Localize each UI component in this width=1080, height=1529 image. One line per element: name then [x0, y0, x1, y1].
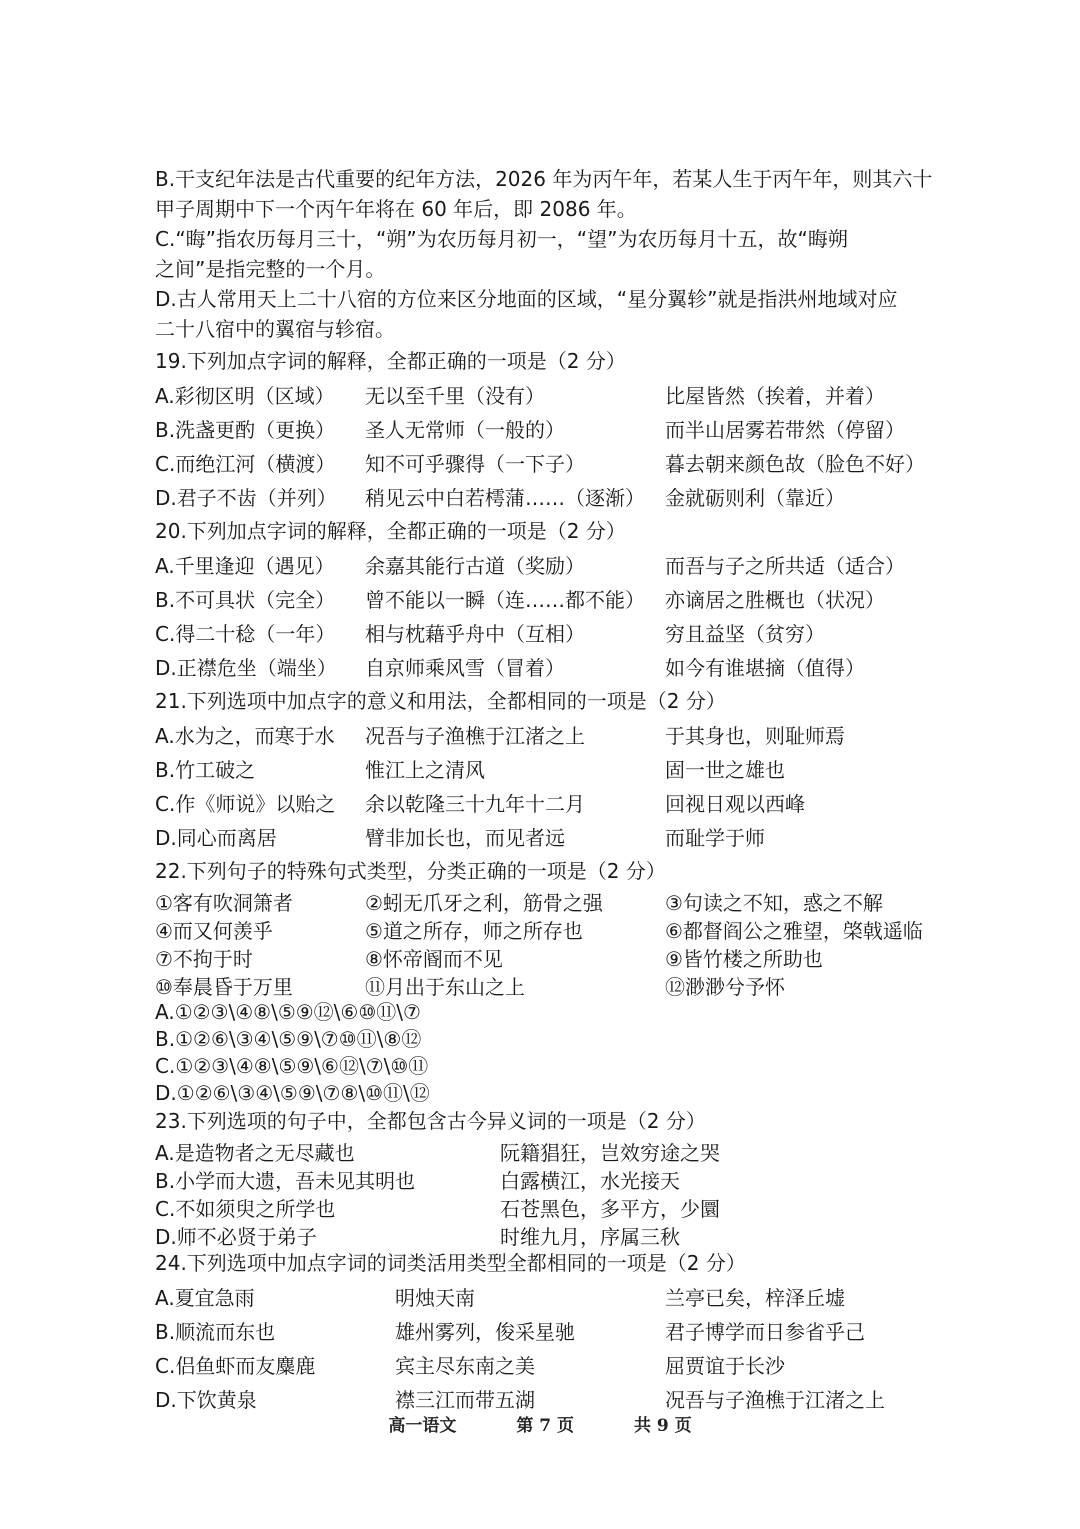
q20-b-item2: 曾不能以一瞬（连……都不能）: [365, 587, 645, 612]
q22-sentence-1: ①客有吹洞箫者: [155, 890, 293, 915]
question-24-stem: 24.下列选项中加点字词的词类活用类型全都相同的一项是（2 分）: [155, 1251, 746, 1275]
q24-a-item2: 明烛天南: [395, 1285, 475, 1310]
prev-option-b-line2: 甲子周期中下一个丙午年将在 60 年后，即 2086 年。: [155, 197, 637, 221]
prev-option-c-line2: 之间”是指完整的一个月。: [155, 257, 386, 281]
q20-d-item1: D.正襟危坐（端坐）: [155, 655, 337, 680]
q22-answer-c: C.①②③\④⑧\⑤⑨\⑥⑫\⑦\⑩⑪: [155, 1054, 429, 1078]
q23-option-b: [155, 1165, 945, 1193]
q19-d-item1: D.君子不齿（并列）: [155, 485, 337, 510]
q23-a-item1: A.是造物者之无尽藏也: [155, 1140, 355, 1165]
q24-d-item2: 襟三江而带五湖: [395, 1387, 535, 1412]
q24-d-item3: 况吾与子渔樵于江渚之上: [665, 1387, 885, 1412]
q22-sentence-5: ⑤道之所存，师之所存也: [365, 918, 583, 943]
q21-option-d: [155, 819, 945, 853]
q22-sentence-row-1: [155, 887, 945, 915]
q24-option-c: [155, 1347, 945, 1381]
q22-answer-d: D.①②⑥\③④\⑤⑨\⑦⑧\⑩⑪\⑫: [155, 1081, 430, 1105]
q20-c-item1: C.得二十稔（一年）: [155, 621, 336, 646]
q19-b-item3: 而半山居雾若带然（停留）: [665, 417, 905, 442]
q20-option-d: [155, 649, 945, 683]
q19-c-item1: C.而绝江河（横渡）: [155, 451, 336, 476]
question-19-stem: 19.下列加点字词的解释，全都正确的一项是（2 分）: [155, 349, 626, 373]
q20-a-item3: 而吾与子之所共适（适合）: [665, 553, 905, 578]
q24-c-item3: 屈贾谊于长沙: [665, 1353, 785, 1378]
q23-b-item1: B.小学而大遗，吾未见其明也: [155, 1168, 416, 1193]
q19-d-item2: 稍见云中白若樗蒲……（逐渐）: [365, 485, 645, 510]
q23-option-c: [155, 1193, 945, 1221]
q22-sentence-row-2: [155, 915, 945, 943]
q21-c-item3: 回视日观以西峰: [665, 791, 805, 816]
q23-d-item1: D.师不必贤于弟子: [155, 1224, 317, 1249]
q21-d-item2: 臂非加长也，而见者远: [365, 825, 565, 850]
q22-sentence-12: ⑫渺渺兮予怀: [665, 974, 785, 999]
q22-answer-a: A.①②③\④⑧\⑤⑨⑫\⑥⑩⑪\⑦: [155, 1000, 421, 1024]
q22-sentence-7: ⑦不拘于时: [155, 946, 253, 971]
q20-a-item1: A.千里逢迎（遇见）: [155, 553, 335, 578]
q24-a-item1: A.夏宜急雨: [155, 1285, 255, 1310]
q19-a-item2: 无以至千里（没有）: [365, 383, 545, 408]
q21-option-b: [155, 751, 945, 785]
q21-option-a: [155, 717, 945, 751]
q22-sentence-4: ④而又何羡乎: [155, 918, 273, 943]
q22-sentence-11: ⑪月出于东山之上: [365, 974, 525, 999]
q20-d-item3: 如今有谁堪摘（值得）: [665, 655, 865, 680]
footer-page-number: 第 7 页: [516, 1416, 574, 1436]
q21-option-c: [155, 785, 945, 819]
q22-sentence-9: ⑨皆竹楼之所助也: [665, 946, 823, 971]
q23-option-a: [155, 1137, 945, 1165]
q19-b-item1: B.洗盏更酌（更换）: [155, 417, 336, 442]
q23-d-item2: 时维九月，序属三秋: [500, 1224, 680, 1249]
q19-c-item3: 暮去朝来颜色故（脸色不好）: [665, 451, 925, 476]
q24-a-item3: 兰亭已矣，梓泽丘墟: [665, 1285, 845, 1310]
q21-b-item3: 固一世之雄也: [665, 757, 785, 782]
q20-c-item2: 相与枕藉乎舟中（互相）: [365, 621, 585, 646]
question-20-stem: 20.下列加点字词的解释，全都正确的一项是（2 分）: [155, 519, 626, 543]
q20-b-item1: B.不可具状（完全）: [155, 587, 336, 612]
q24-option-a: [155, 1279, 945, 1313]
q19-a-item1: A.彩彻区明（区域）: [155, 383, 335, 408]
question-22-stem: 22.下列句子的特殊句式类型，分类正确的一项是（2 分）: [155, 859, 666, 883]
q22-answer-b: B.①②⑥\③④\⑤⑨\⑦⑩⑪\⑧⑫: [155, 1027, 422, 1051]
q23-c-item1: C.不如须臾之所学也: [155, 1196, 336, 1221]
q21-d-item3: 而耻学于师: [665, 825, 765, 850]
q21-c-item2: 余以乾隆三十九年十二月: [365, 791, 585, 816]
q22-sentence-row-4: [155, 971, 945, 999]
q24-c-item2: 宾主尽东南之美: [395, 1353, 535, 1378]
q23-option-d: [155, 1221, 945, 1249]
q21-d-item1: D.同心而离居: [155, 825, 277, 850]
prev-option-d-line1: D.古人常用天上二十八宿的方位来区分地面的区域，“星分翼轸”就是指洪州地域对应: [155, 287, 898, 311]
q21-b-item1: B.竹工破之: [155, 757, 256, 782]
page-footer: [0, 1411, 1080, 1436]
q24-c-item1: C.侣鱼虾而友麋鹿: [155, 1353, 316, 1378]
q21-b-item2: 惟江上之清风: [365, 757, 485, 782]
q19-a-item3: 比屋皆然（挨着，并着）: [665, 383, 885, 408]
q22-sentence-6: ⑥都督阎公之雅望，棨戟遥临: [665, 918, 923, 943]
q19-option-c: [155, 445, 945, 479]
q19-option-d: [155, 479, 945, 513]
question-23-stem: 23.下列选项的句子中，全都包含古今异义词的一项是（2 分）: [155, 1109, 706, 1133]
q19-d-item3: 金就砺则利（靠近）: [665, 485, 845, 510]
prev-option-b-line1: B.干支纪年法是古代重要的纪年方法，2026 年为丙午年，若某人生于丙午年，则其六十: [155, 167, 933, 191]
q24-b-item2: 雄州雾列，俊采星驰: [395, 1319, 575, 1344]
q22-sentence-2: ②蚓无爪牙之利，筋骨之强: [365, 890, 603, 915]
q20-a-item2: 余嘉其能行古道（奖励）: [365, 553, 585, 578]
q20-b-item3: 亦谪居之胜概也（状况）: [665, 587, 885, 612]
q23-b-item2: 白露横江，水光接天: [500, 1168, 680, 1193]
q24-d-item1: D.下饮黄泉: [155, 1387, 257, 1412]
q21-a-item2: 况吾与子渔樵于江渚之上: [365, 723, 585, 748]
q22-sentence-3: ③句读之不知，惑之不解: [665, 890, 883, 915]
q19-b-item2: 圣人无常师（一般的）: [365, 417, 565, 442]
q24-option-d: [155, 1381, 945, 1415]
q21-c-item1: C.作《师说》以贻之: [155, 791, 336, 816]
footer-subject: 高一语文: [388, 1416, 457, 1436]
q24-b-item1: B.顺流而东也: [155, 1319, 276, 1344]
question-21-stem: 21.下列选项中加点字的意义和用法，全都相同的一项是（2 分）: [155, 689, 726, 713]
q19-option-a: [155, 377, 945, 411]
q20-c-item3: 穷且益坚（贫穷）: [665, 621, 825, 646]
prev-option-c-line1: C.“晦”指农历每月三十，“朔”为农历每月初一，“望”为农历每月十五，故“晦朔: [155, 227, 848, 251]
q20-d-item2: 自京师乘风雪（冒着）: [365, 655, 565, 680]
q24-b-item3: 君子博学而日参省乎己: [665, 1319, 865, 1344]
page-content: [155, 165, 945, 1415]
q20-option-a: [155, 547, 945, 581]
q19-option-b: [155, 411, 945, 445]
q21-a-item1: A.水为之，而寒于水: [155, 723, 335, 748]
q22-sentence-row-3: [155, 943, 945, 971]
q20-option-b: [155, 581, 945, 615]
q21-a-item3: 于其身也，则耻师焉: [665, 723, 845, 748]
q23-a-item2: 阮籍猖狂，岂效穷途之哭: [500, 1140, 720, 1165]
q19-c-item2: 知不可乎骤得（一下子）: [365, 451, 585, 476]
q22-sentence-10: ⑩奉晨昏于万里: [155, 974, 293, 999]
footer-total-pages: 共 9 页: [634, 1416, 692, 1436]
q24-option-b: [155, 1313, 945, 1347]
q22-sentence-8: ⑧怀帝阍而不见: [365, 946, 503, 971]
prev-option-d-line2: 二十八宿中的翼宿与轸宿。: [155, 317, 395, 341]
q23-c-item2: 石苍黑色，多平方，少圜: [500, 1196, 720, 1221]
q20-option-c: [155, 615, 945, 649]
